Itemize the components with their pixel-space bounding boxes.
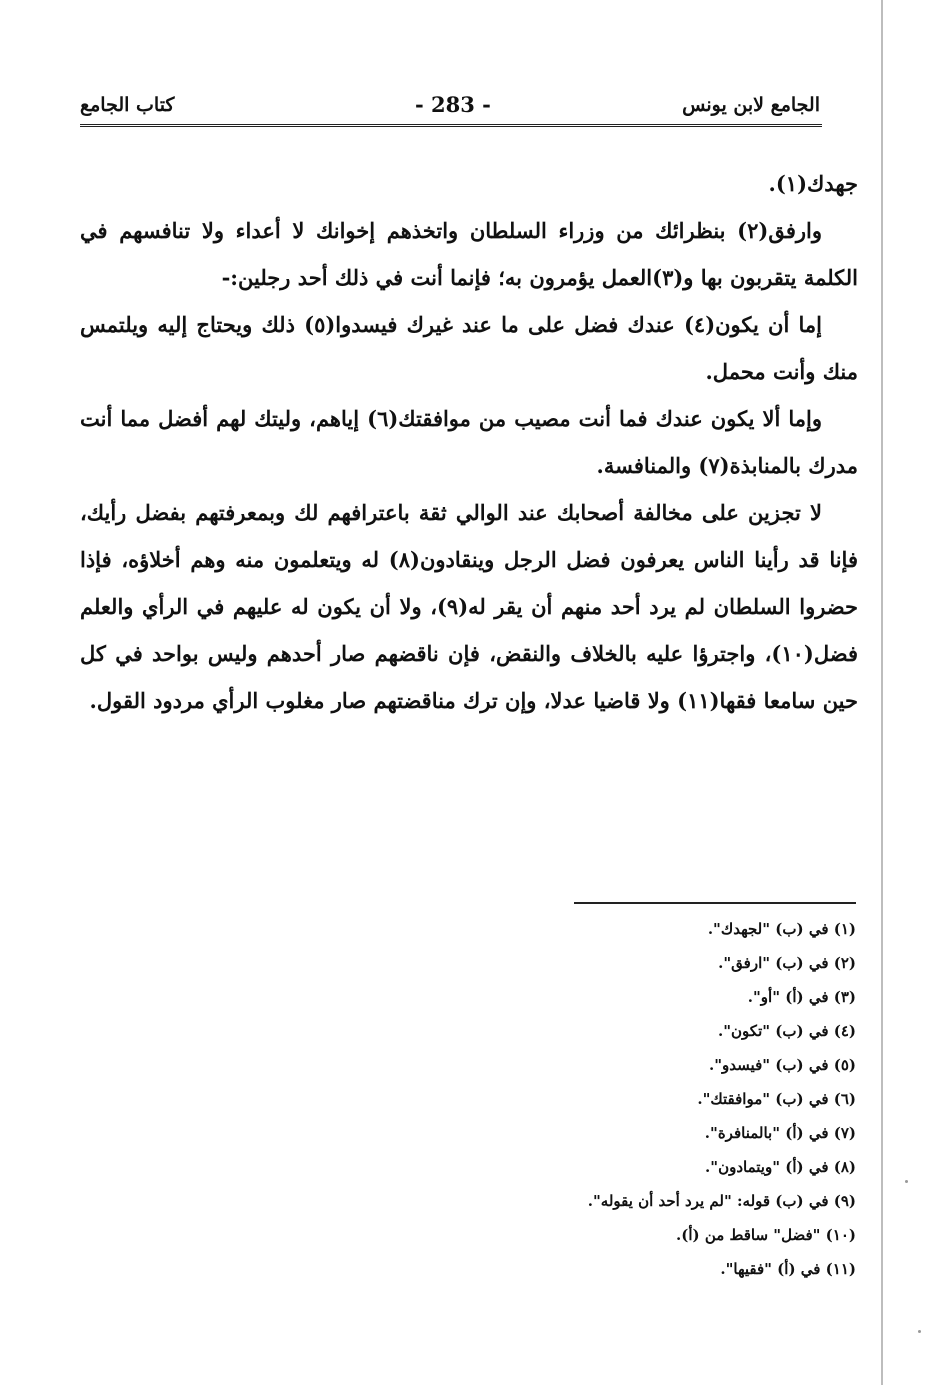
page-number: - 283 - xyxy=(415,92,491,117)
footnotes-list xyxy=(356,912,856,1286)
header-rule xyxy=(80,124,822,127)
paragraph: وارفق(٢) بنظرائك من وزراء السلطان واتخذهم إخوانك لا أعداء ولا تنافسهم في الكلمة يتقربون بها و(٣)العمل يؤمرون به؛ فإنما أنت في ذلك أحد رجلين:- xyxy=(80,218,858,290)
footnote: (٢) في (ب) "ارفق". xyxy=(718,954,856,972)
chapter-title: كتاب الجامع xyxy=(80,94,175,116)
body-text xyxy=(80,160,858,724)
paragraph: لا تجزين على مخالفة أصحابك عند الوالي ثقة باعترافهم لك وبمعرفتهم بفضل رأيك، فإنا قد رأينا الناس يعرفون فضل الرجل وينقادون(٨) له ويتعلمون منه وهم أخلاؤه، فإذا حضروا السلطان لم يرد أحد منهم أن يقر له(٩)، ولا أن يكون له عليهم في الرأي والعلم فضل(١٠)، واجترؤا عليه بالخلاف والنقض، فإن ناقضهم صار أحدهم وليس بواحد في كل حين سامعا فقها(١١) ولا قاضيا عدلا، وإن ترك مناقضتهم صار مغلوب الرأي مردود القول. xyxy=(80,500,858,713)
footnote: (٨) في (أ) "ويتمادون". xyxy=(705,1158,856,1176)
scan-speck xyxy=(905,1180,908,1183)
footnote: (١) في (ب) "لجهدك". xyxy=(707,920,856,938)
footnote: (٩) في (ب) قوله: "لم يرد أحد أن يقوله". xyxy=(587,1192,856,1210)
footnote: (١٠) "فضل" ساقط من (أ). xyxy=(676,1226,856,1244)
page-edge-line xyxy=(881,0,883,1385)
scan-speck xyxy=(918,1330,921,1333)
paragraph: وإما ألا يكون عندك فما أنت مصيب من موافقتك(٦) إياهم، وليتك لهم أفضل مما أنت مدرك بالمنابذة(٧) والمنافسة. xyxy=(80,406,858,478)
book-title: الجامع لابن يونس xyxy=(682,94,820,116)
footnote: (٦) في (ب) "موافقتك". xyxy=(697,1090,856,1108)
page-header xyxy=(80,92,820,122)
footnote: (٥) في (ب) "فيسدو". xyxy=(709,1056,856,1074)
footnote: (٣) في (أ) "أو". xyxy=(747,988,856,1006)
paragraph: جهدك(١). xyxy=(768,171,858,196)
footnote-rule xyxy=(574,902,856,904)
footnote: (٤) في (ب) "تكون". xyxy=(718,1022,856,1040)
paragraph: إما أن يكون(٤) عندك فضل على ما عند غيرك فيسدوا(٥) ذلك ويحتاج إليه ويلتمس منك وأنت محمل. xyxy=(80,312,858,384)
footnote: (٧) في (أ) "بالمنافرة". xyxy=(704,1124,856,1142)
footnote: (١١) في (أ) "فقيها". xyxy=(720,1260,856,1278)
